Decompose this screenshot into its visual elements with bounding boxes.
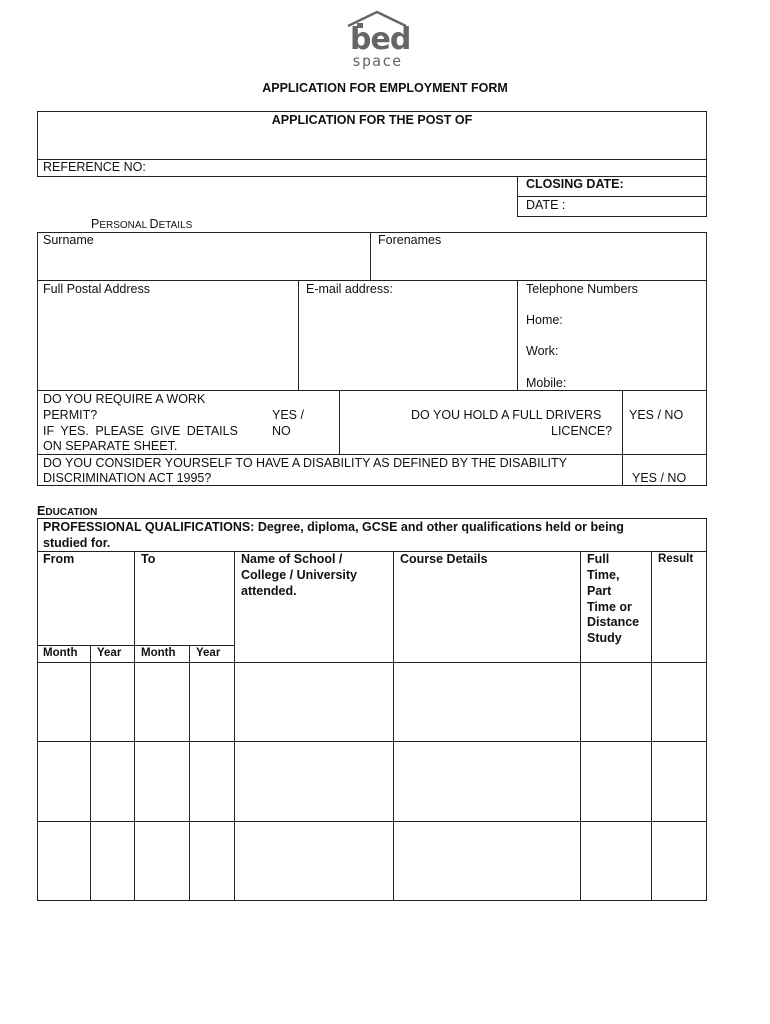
work-permit-no[interactable]: NO: [272, 424, 291, 438]
sub-year-to: Year: [196, 647, 221, 659]
education-row[interactable]: [38, 822, 706, 900]
closing-date-label: CLOSING DATE:: [526, 177, 624, 191]
col-study-line4: Time or: [587, 600, 632, 614]
disability-yes-no[interactable]: YES / NO: [632, 471, 687, 485]
education-row[interactable]: [38, 742, 706, 821]
divider: [37, 280, 707, 281]
work-permit-line3: IF YES. PLEASE GIVE DETAILS: [43, 424, 238, 438]
work-permit-line1: DO YOU REQUIRE A WORK: [43, 392, 206, 406]
professional-qualifications-line2: studied for.: [43, 536, 111, 550]
disability-line2: DISCRIMINATION ACT 1995?: [43, 471, 212, 485]
work-permit-line2: PERMIT?: [43, 408, 98, 422]
col-school-line3: attended.: [241, 584, 297, 598]
work-phone-label: Work:: [526, 344, 559, 358]
col-study-line3: Part: [587, 584, 612, 598]
drivers-licence-yes-no[interactable]: YES / NO: [629, 408, 684, 422]
telephone-label: Telephone Numbers: [526, 282, 638, 296]
work-permit-yes[interactable]: YES /: [272, 408, 304, 422]
date-label: DATE :: [526, 198, 566, 212]
sub-month-to: Month: [141, 647, 176, 659]
logo-word-bed: bed: [350, 22, 411, 57]
col-study-line1: Full: [587, 552, 610, 566]
col-from: From: [43, 552, 75, 566]
sub-year-from: Year: [97, 647, 122, 659]
divider: [517, 196, 707, 197]
address-label: Full Postal Address: [43, 282, 150, 296]
form-title: APPLICATION FOR EMPLOYMENT FORM: [262, 81, 508, 95]
col-school-line1: Name of School /: [241, 552, 343, 566]
col-school-line2: College / University: [241, 568, 358, 582]
disability-line1: DO YOU CONSIDER YOURSELF TO HAVE A DISABILITY AS DEFINED BY THE DISABILITY: [43, 456, 568, 470]
education-row[interactable]: [38, 663, 706, 741]
drivers-licence-line1: DO YOU HOLD A FULL DRIVERS: [411, 408, 602, 422]
logo-word-space: space: [352, 52, 403, 70]
col-result: Result: [658, 553, 694, 565]
divider: [37, 390, 707, 391]
sub-month-from: Month: [43, 647, 78, 659]
email-label: E-mail address:: [306, 282, 393, 296]
post-label: APPLICATION FOR THE POST OF: [271, 113, 473, 127]
bedspace-logo: [344, 10, 410, 72]
divider: [298, 280, 299, 391]
work-permit-line4: ON SEPARATE SHEET.: [43, 439, 178, 453]
education-heading: EDUCATION: [37, 504, 98, 518]
drivers-licence-line2: LICENCE?: [551, 424, 613, 438]
personal-details-heading: PERSONAL DETAILS: [91, 217, 193, 231]
col-study-line6: Study: [587, 631, 622, 645]
divider: [339, 390, 340, 455]
reference-label: REFERENCE NO:: [43, 160, 146, 174]
mobile-phone-label: Mobile:: [526, 376, 567, 390]
divider: [37, 645, 234, 646]
divider: [370, 232, 371, 280]
divider: [622, 390, 623, 486]
surname-label: Surname: [43, 233, 94, 247]
forenames-label: Forenames: [378, 233, 442, 247]
col-study-line2: Time,: [587, 568, 620, 582]
col-course: Course Details: [400, 552, 488, 566]
col-to: To: [141, 552, 156, 566]
col-study-line5: Distance: [587, 615, 640, 629]
home-phone-label: Home:: [526, 313, 563, 327]
divider: [517, 280, 518, 391]
professional-qualifications-line1: PROFESSIONAL QUALIFICATIONS: Degree, diploma, GCSE and other qualifications held or being: [43, 520, 624, 534]
